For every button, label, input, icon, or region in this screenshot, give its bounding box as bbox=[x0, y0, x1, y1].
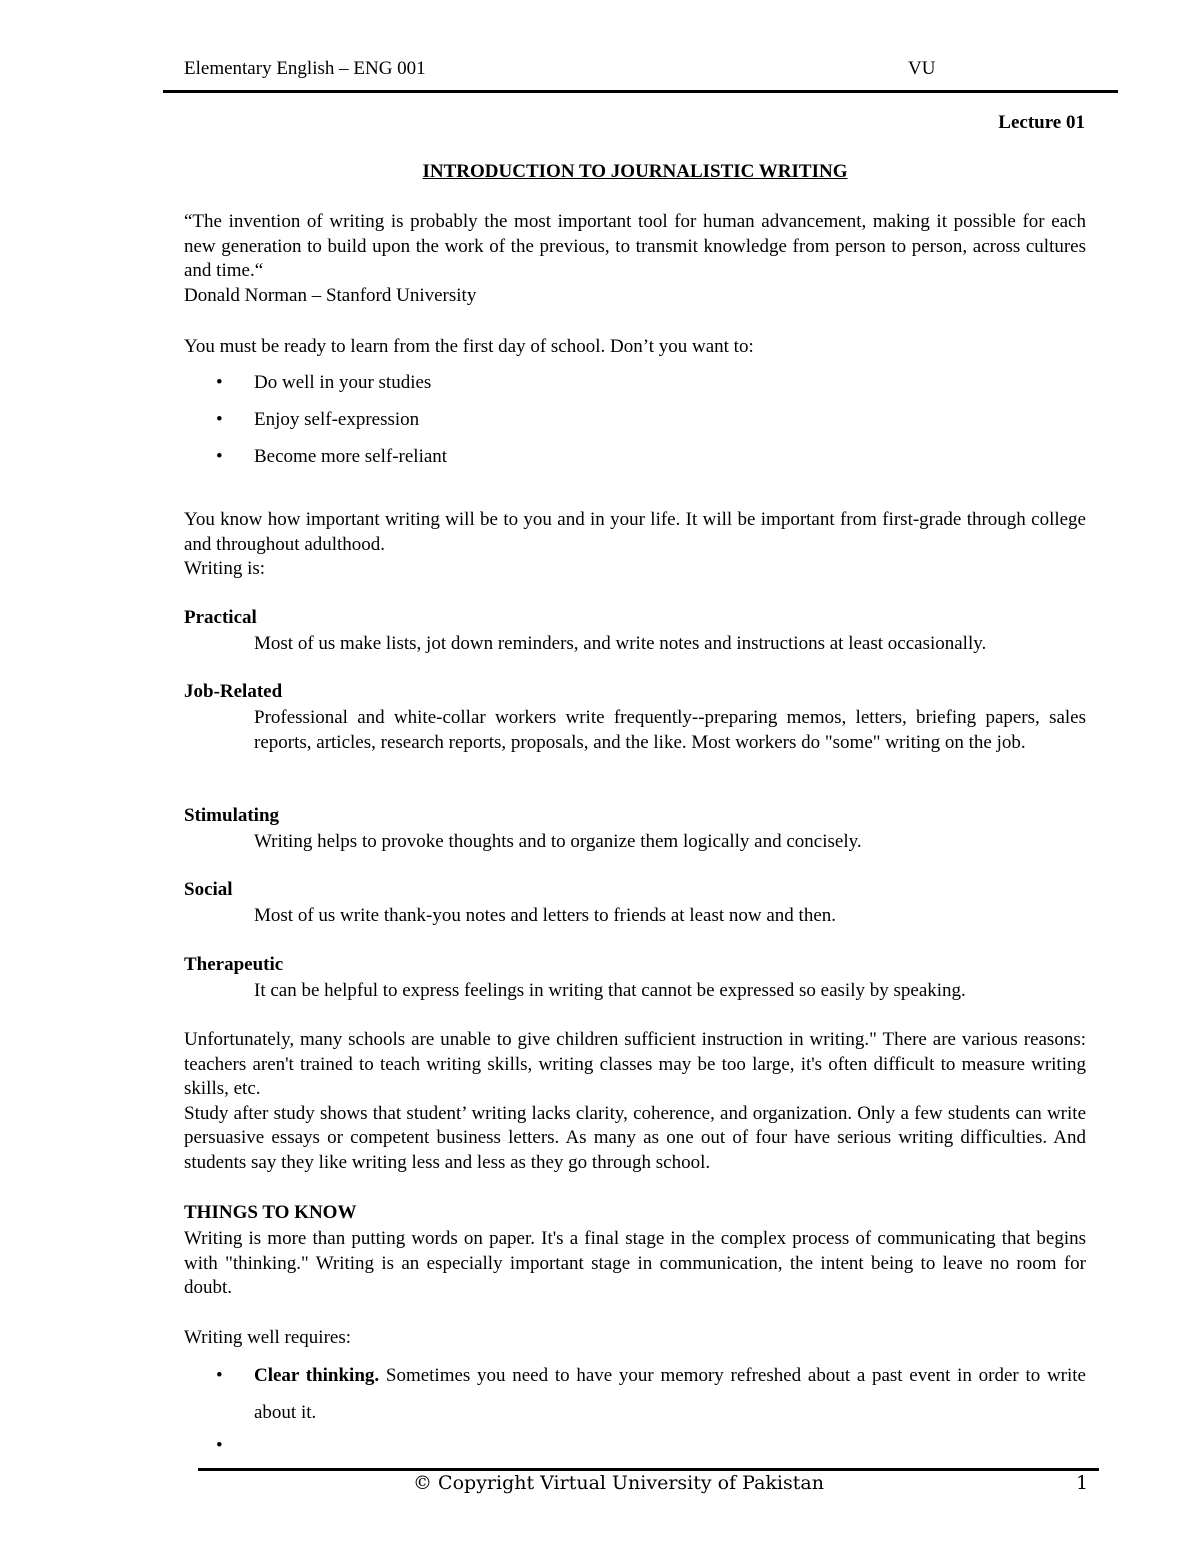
goals-list bbox=[184, 371, 1086, 482]
list-item: • Become more self-reliant bbox=[216, 446, 448, 467]
page-number: 1 bbox=[1076, 1472, 1089, 1494]
problems-block bbox=[184, 1028, 1086, 1175]
bullet-icon: • bbox=[216, 1435, 223, 1456]
institution-label: VU bbox=[908, 58, 936, 79]
importance-block bbox=[184, 508, 1086, 582]
requirements-lead: Writing well requires: bbox=[184, 1327, 352, 1348]
lecture-number: Lecture 01 bbox=[998, 112, 1085, 133]
quality-text: It can be helpful to express feelings in writing that cannot be expressed so easily by speaking. bbox=[254, 980, 966, 1001]
importance-lead: Writing is: bbox=[184, 558, 266, 579]
page-title: INTRODUCTION TO JOURNALISTIC WRITING bbox=[422, 161, 848, 182]
quality-heading: Stimulating bbox=[184, 805, 280, 826]
quality-text: Professional and white-collar workers write frequently--preparing memos, letters, briefing papers, sales reports, articles, research reports, proposals, and the like. Most workers do "some" writing on the job. bbox=[254, 707, 1086, 753]
course-title: Elementary English – ENG 001 bbox=[184, 58, 426, 79]
quality-text: Most of us write thank-you notes and letters to friends at least now and then. bbox=[254, 905, 837, 926]
quote-text: “The invention of writing is probably the most important tool for human advancement, making it possible for each new generation to build upon the work of the previous, to transmit knowledge from person to person, across cultures and time.“ bbox=[184, 211, 1086, 281]
section-heading: THINGS TO KNOW bbox=[184, 1202, 357, 1223]
quality-text: Most of us make lists, jot down reminders, and write notes and instructions at least occasionally. bbox=[254, 633, 987, 654]
footer-rule bbox=[198, 1468, 1099, 1471]
things-to-know-text: Writing is more than putting words on paper. It's a final stage in the complex process of communicating that begins with "thinking." Writing is an especially important stage in communication, the intent being to leave no room for doubt. bbox=[184, 1228, 1086, 1298]
intro-line: You must be ready to learn from the first day of school. Don’t you want to: bbox=[184, 336, 754, 357]
header-rule bbox=[163, 90, 1118, 93]
list-item bbox=[184, 1431, 1086, 1461]
list-item: • Enjoy self-expression bbox=[216, 409, 420, 430]
quality-heading: Social bbox=[184, 879, 233, 900]
bullet-icon: • bbox=[216, 372, 223, 393]
list-item: • Do well in your studies bbox=[216, 372, 432, 393]
quote-block bbox=[184, 210, 1086, 308]
problems-paragraph: Study after study shows that student’ writing lacks clarity, coherence, and organization. Only a few students can write persuasive essays or competent business letters. As many as one out of four have serious writing difficulties. And students say they like writing less and less as they go through school. bbox=[184, 1102, 1086, 1173]
list-item: • Clear thinking. Sometimes you need to have your memory refreshed about a past event in order to write about it. bbox=[184, 1357, 1086, 1431]
bullet-icon: • bbox=[216, 409, 223, 430]
quality-heading: Therapeutic bbox=[184, 954, 284, 975]
bullet-icon: • bbox=[216, 1365, 223, 1386]
bullet-icon: • bbox=[216, 446, 223, 467]
quality-text: Writing helps to provoke thoughts and to organize them logically and concisely. bbox=[254, 831, 862, 852]
copyright-text: © Copyright Virtual University of Pakistan bbox=[413, 1472, 824, 1494]
importance-text: You know how important writing will be to you and in your life. It will be important from first-grade through college and throughout adulthood. bbox=[184, 509, 1086, 555]
quality-heading: Practical bbox=[184, 607, 257, 628]
requirements-list bbox=[184, 1357, 1086, 1461]
quote-attribution: Donald Norman – Stanford University bbox=[184, 284, 477, 306]
quality-heading: Job-Related bbox=[184, 681, 283, 702]
problems-paragraph: Unfortunately, many schools are unable to give children sufficient instruction in writing." There are various reasons: teachers aren't trained to teach writing skills, writing classes may be too large, it's often difficult to measure writing skills, etc. bbox=[184, 1029, 1086, 1099]
